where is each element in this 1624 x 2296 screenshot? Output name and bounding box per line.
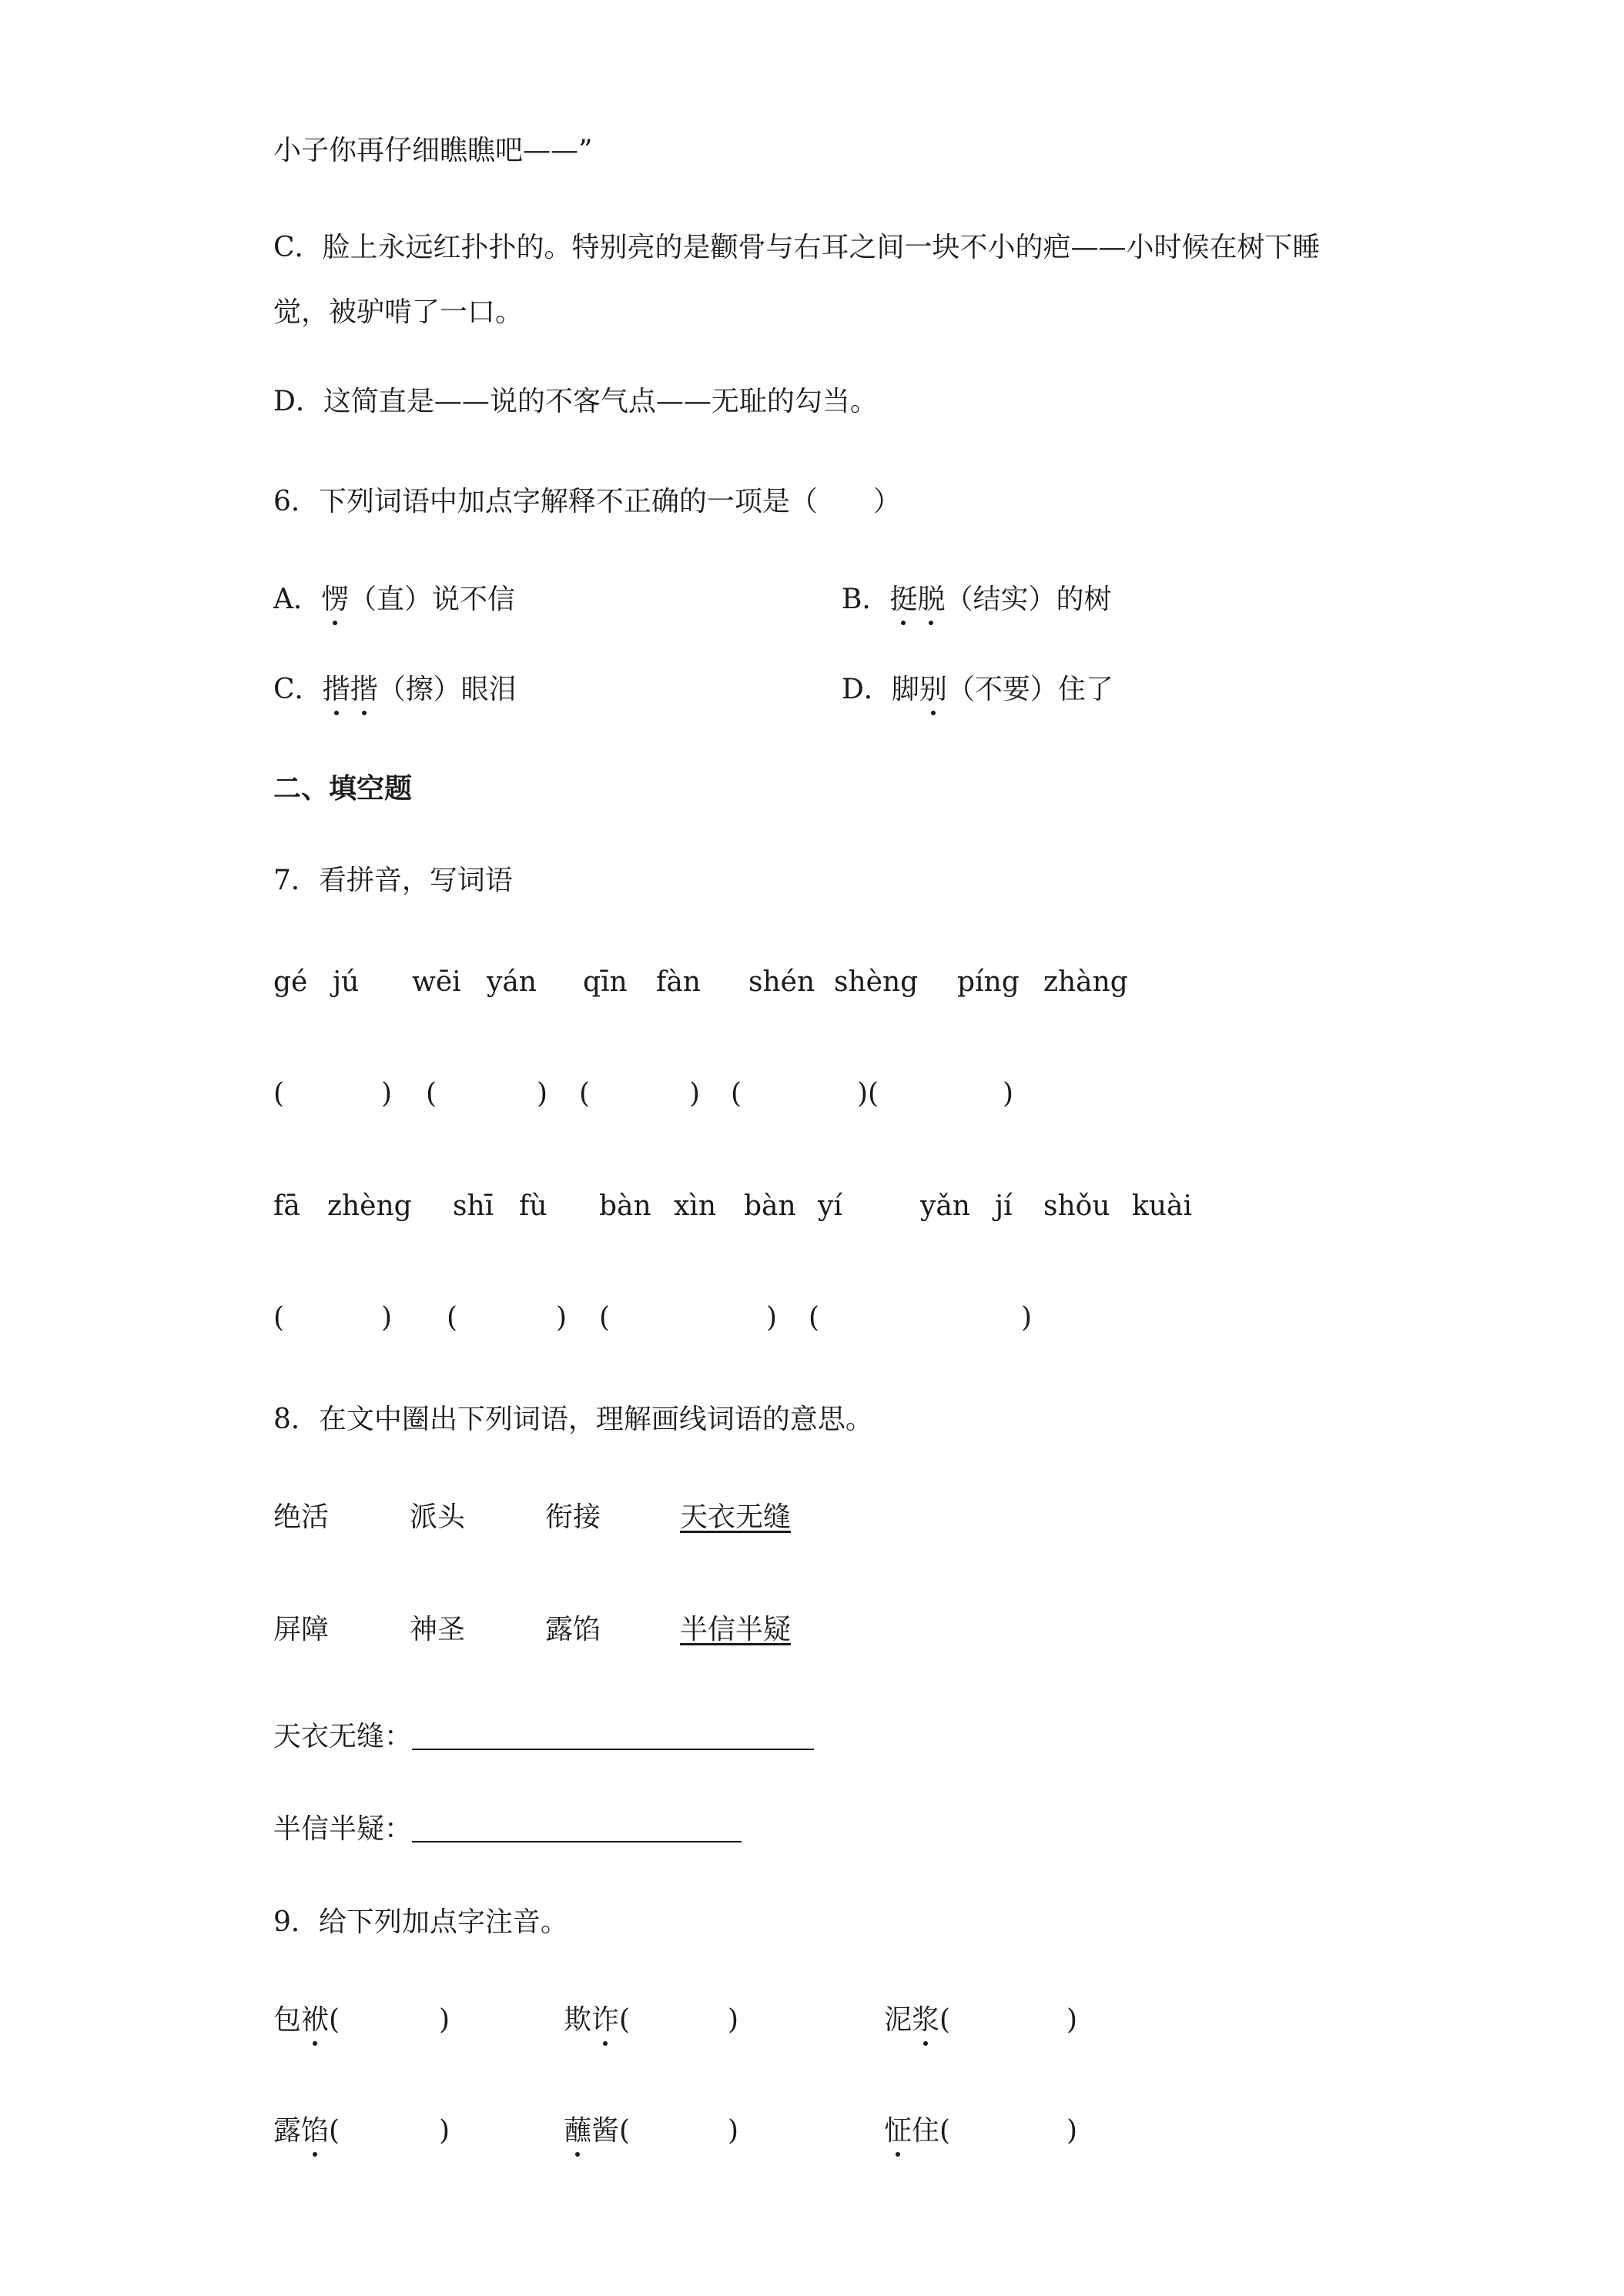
q6-stem: 6．下列词语中加点字解释不正确的一项是（ ） xyxy=(273,486,901,517)
q5-option-c-line2: 觉，被驴啃了一口。 xyxy=(273,296,524,328)
q9-item: 露馅( xyxy=(273,2113,340,2150)
emphasis-dot-char: 愣 xyxy=(321,581,349,618)
q6-option-a: A．愣（直）说不信 xyxy=(273,581,515,618)
q9-item: 泥浆( xyxy=(884,2002,950,2039)
q5-option-c-line1: C．脸上永远红扑扑的。特别亮的是颧骨与右耳之间一块不小的疤——小时候在树下睡 xyxy=(273,232,1321,263)
emphasis-dot-char: 挺 xyxy=(889,581,917,618)
q9-item: 蘸酱( xyxy=(564,2113,630,2150)
answer-line[interactable] xyxy=(412,1721,814,1750)
q6-option-d: D．脚别（不要）住了 xyxy=(842,671,1113,708)
q7-stem: 7．看拼音，写词语 xyxy=(273,865,513,896)
q8-fill-2: 半信半疑： xyxy=(273,1811,742,1848)
answer-line[interactable] xyxy=(412,1813,742,1842)
q6-option-b: B．挺脱（结实）的树 xyxy=(842,581,1112,618)
section-heading: 二、填空题 xyxy=(273,772,413,805)
q8-stem: 8．在文中圈出下列词语，理解画线词语的意思。 xyxy=(273,1404,873,1435)
q9-item: 包袱( xyxy=(273,2002,340,2039)
q5-option-d: D．这简直是——说的不客气点——无耻的勾当。 xyxy=(273,386,878,417)
emphasis-dot-char: 揩 xyxy=(323,671,350,708)
q8-fill-1: 天衣无缝： xyxy=(273,1719,814,1755)
underlined-word: 半信半疑 xyxy=(680,1614,792,1645)
q9-stem: 9．给下列加点字注音。 xyxy=(273,1906,568,1938)
q6-option-c: C．揩揩（擦）眼泪 xyxy=(273,671,517,708)
q5-option-b-tail: 小子你再仔细瞧瞧吧——” xyxy=(273,135,593,166)
emphasis-dot-char: 脱 xyxy=(917,581,945,618)
underlined-word: 天衣无缝 xyxy=(680,1501,792,1533)
emphasis-dot-char: 别 xyxy=(919,671,947,708)
q9-item: 怔住( xyxy=(884,2113,950,2150)
q9-item: 欺诈( xyxy=(564,2002,630,2039)
emphasis-dot-char: 揩 xyxy=(350,671,378,708)
